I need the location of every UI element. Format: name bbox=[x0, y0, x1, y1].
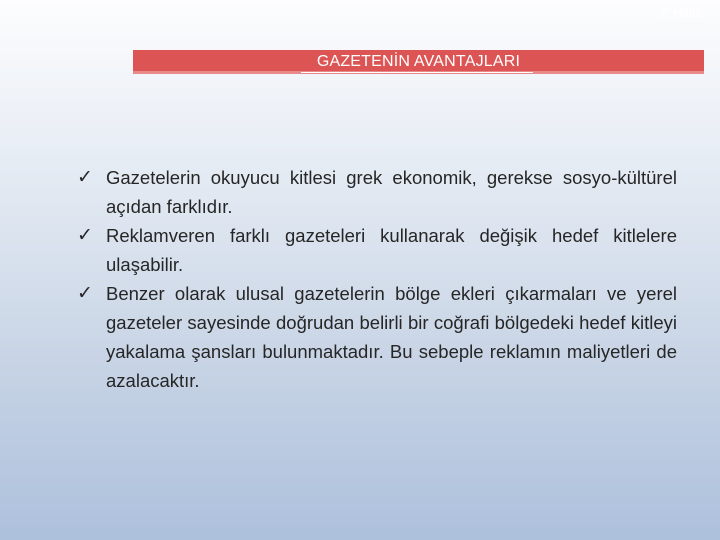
title-bar bbox=[133, 50, 704, 74]
bullet-text: Reklamveren farklı gazeteleri kullanarak değişik hedef kitlelere ulaşabilir. bbox=[106, 225, 677, 275]
bullet-item bbox=[77, 163, 677, 221]
checkmark-icon: ✓ bbox=[77, 225, 93, 246]
checkmark-icon: ✓ bbox=[77, 167, 93, 188]
bullet-item bbox=[77, 221, 677, 279]
checkmark-icon: ✓ bbox=[77, 283, 93, 304]
week-label: 7. Hafta bbox=[659, 6, 702, 20]
bullet-text: Gazetelerin okuyucu kitlesi grek ekonomik, gerekse sosyo-kültürel açıdan farklıdır. bbox=[106, 167, 677, 217]
title-underline bbox=[301, 72, 533, 73]
bullet-item bbox=[77, 279, 677, 395]
bullet-list bbox=[77, 163, 677, 395]
slide-title: GAZETENİN AVANTAJLARI bbox=[316, 53, 521, 70]
bullet-text: Benzer olarak ulusal gazetelerin bölge ekleri çıkarmaları ve yerel gazeteler sayesinde doğrudan belirli bir coğrafi bölgedeki hedef kitleyi yakalama şansları bulunmaktadır. Bu sebeple reklamın maliyetleri de azalacaktır. bbox=[106, 283, 677, 391]
